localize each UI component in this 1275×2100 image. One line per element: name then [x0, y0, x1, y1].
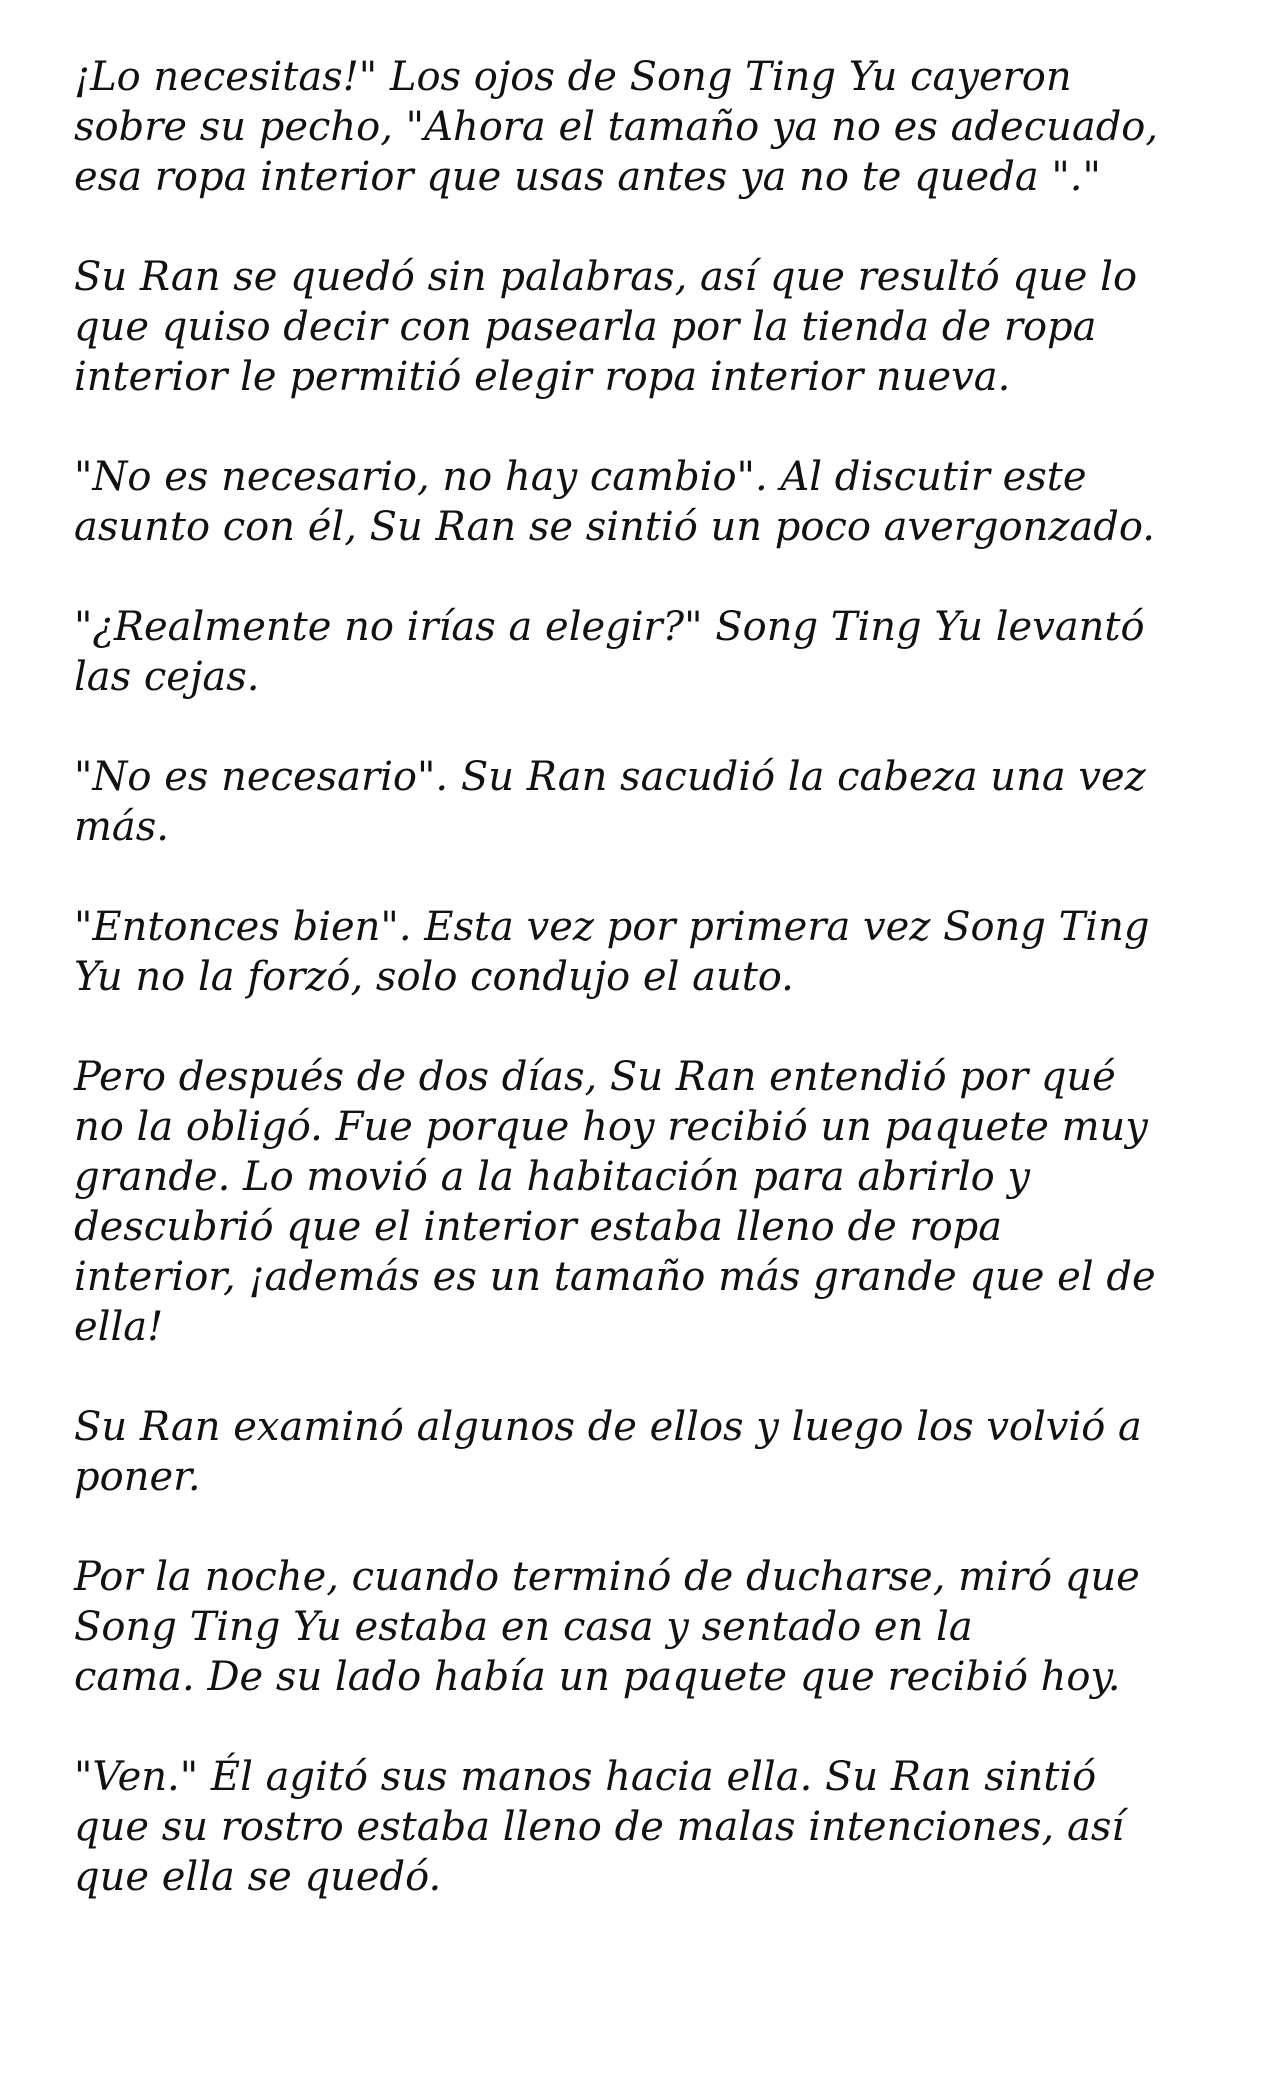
text-line: Su Ran examinó algunos de ellos y luego los volvió a	[74, 1404, 1142, 1450]
text-line: "Ven." Él agitó sus manos hacia ella. Su Ran sintió	[74, 1754, 1097, 1800]
text-line: grande. Lo movió a la habitación para abrirlo y	[74, 1154, 1031, 1200]
text-line: que ella se quedó.	[74, 1854, 442, 1900]
text-line: "No es necesario, no hay cambio". Al discutir este	[74, 454, 1087, 500]
paragraph	[74, 1402, 1224, 1502]
paragraph	[74, 752, 1224, 852]
paragraph	[74, 1752, 1224, 1902]
text-line: Pero después de dos días, Su Ran entendió por qué	[74, 1054, 1116, 1100]
text-line: más.	[74, 804, 170, 850]
paragraph	[74, 602, 1224, 702]
document-page	[74, 52, 1224, 1952]
paragraph	[74, 902, 1224, 1002]
text-line: interior le permitió elegir ropa interior nueva.	[74, 354, 1011, 400]
text-line: ella!	[74, 1304, 164, 1350]
paragraph	[74, 252, 1224, 402]
text-line: "¿Realmente no irías a elegir?" Song Ting Yu levantó	[74, 604, 1145, 650]
text-line: "Entonces bien". Esta vez por primera vez Song Ting	[74, 904, 1150, 950]
paragraph	[74, 1552, 1224, 1702]
text-line: sobre su pecho, "Ahora el tamaño ya no es adecuado,	[74, 104, 1159, 150]
text-line: Por la noche, cuando terminó de ducharse, miró que	[74, 1554, 1140, 1600]
text-line: esa ropa interior que usas antes ya no te queda "."	[74, 154, 1101, 200]
paragraph	[74, 452, 1224, 552]
text-line: interior, ¡además es un tamaño más grande que el de	[74, 1254, 1156, 1300]
text-line: que quiso decir con pasearla por la tienda de ropa	[74, 304, 1097, 350]
text-line: poner.	[74, 1454, 201, 1500]
paragraph	[74, 1052, 1224, 1352]
text-line: asunto con él, Su Ran se sintió un poco avergonzado.	[74, 504, 1155, 550]
text-line: "No es necesario". Su Ran sacudió la cabeza una vez	[74, 754, 1146, 800]
text-line: cama. De su lado había un paquete que recibió hoy.	[74, 1654, 1121, 1700]
paragraph	[74, 52, 1224, 202]
text-line: Yu no la forzó, solo condujo el auto.	[74, 954, 794, 1000]
text-line: que su rostro estaba lleno de malas intenciones, así	[74, 1804, 1125, 1850]
text-line: Song Ting Yu estaba en casa y sentado en la	[74, 1604, 973, 1650]
text-line: Su Ran se quedó sin palabras, así que resultó que lo	[74, 254, 1138, 300]
text-line: no la obligó. Fue porque hoy recibió un paquete muy	[74, 1104, 1148, 1150]
text-line: las cejas.	[74, 654, 260, 700]
text-line: ¡Lo necesitas!" Los ojos de Song Ting Yu cayeron	[74, 54, 1072, 100]
text-line: descubrió que el interior estaba lleno de ropa	[74, 1204, 1003, 1250]
